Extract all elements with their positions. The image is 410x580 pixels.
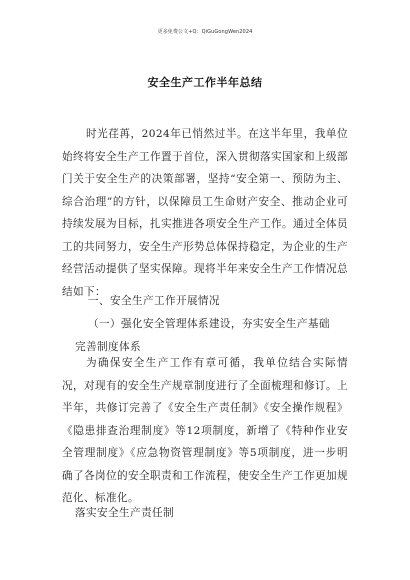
subsection-heading-1: （一）强化安全管理体系建设，夯实安全生产基础: [88, 318, 330, 330]
section-heading-1: 一、安全生产工作开展情况: [88, 295, 220, 307]
heading-improve-system: 完善制度体系: [75, 341, 141, 353]
document-title: 安全生产工作半年总结: [147, 76, 263, 89]
intro-paragraph: 时光荏苒，2024年已悄然过半。在这半年里，我单位始终将安全生产工作置于首位，深入贯彻落实国家和上级部门关于安全生产的决策部署，坚持“安全第一、预防为主、综合治理”的方针，以保障员工生命财产安全、推动企业可持续发展为目标，扎实推进各项安全生产工作。通过全体员工的共同努力，安全生产形势总体保持稳定，为企业的生产经营活动提供了坚实保障。现将半年来安全生产工作情况总结如下：: [62, 128, 348, 298]
heading-responsibility: 落实安全生产责任制: [75, 507, 174, 519]
header-note: 更多免费公文+Q：QiGuGongWen2024: [157, 29, 253, 35]
system-paragraph: 为确保安全生产工作有章可循，我单位结合实际情况，对现有的安全生产规章制度进行了全面梳理和修订。上半年，共修订完善了《安全生产责任制》《安全操作规程》《隐患排查治理制度》等12项制度，新增了《特种作业安全管理制度》《应急物资管理制度》等5项制度，进一步明确了各岗位的安全职责和工作流程，使安全生产工作更加规范化、标准化。: [62, 357, 348, 504]
